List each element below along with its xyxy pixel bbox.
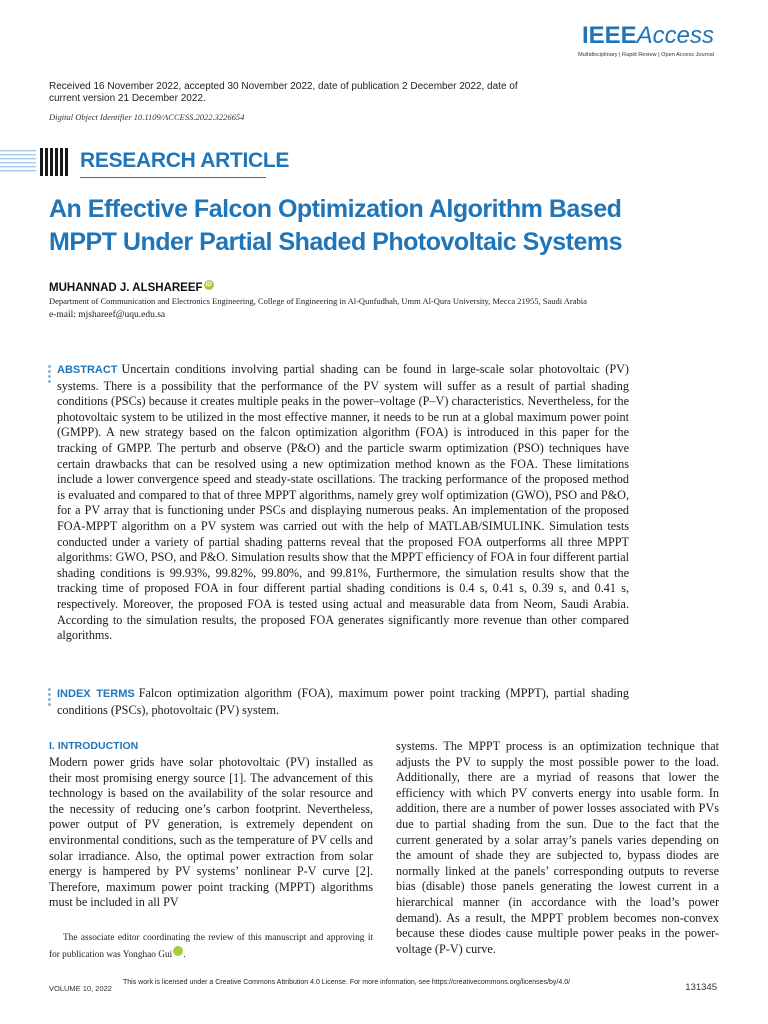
logo-italic-text: Access	[636, 22, 714, 49]
introduction-column-1: Modern power grids have solar photovoltaic (PV) installed as their most promising energy source [1]. The advancement of this technology is based on the availability of the solar resource and the necessity of reducing one’s carbon footprint. Nevertheless, power output of PV generation, is extremely dependent on environmental conditions, such as the temperature of PV cells and solar irradiance. Also, the optimal power extraction from solar energy is hampered by PV systems’ nonlinear P-V curve [2]. Therefore, maximum power point tracking (MPPT) algorithms must be included in all PV	[49, 755, 373, 910]
doi: Digital Object Identifier 10.1109/ACCESS.2022.3226654	[49, 112, 245, 122]
author-name-text: MUHANNAD J. ALSHAREEF	[49, 282, 203, 294]
journal-logo-wordmark	[544, 24, 714, 48]
article-type-underline	[80, 177, 266, 178]
footer-page-number: 131345	[685, 982, 717, 993]
publication-dates: Received 16 November 2022, accepted 30 November 2022, date of publication 2 December 2022, date of current version 21 December 2022.	[49, 81, 518, 104]
section-heading-introduction: I. INTRODUCTION	[49, 740, 139, 752]
editor-footnote-end: .	[183, 950, 186, 960]
journal-tagline: Multidisciplinary | Rapid Review | Open Access Journal	[578, 52, 714, 58]
abstract-dots-icon	[48, 365, 52, 385]
author-email: e-mail: mjshareef@uqu.edu.sa	[49, 310, 166, 320]
journal-logo	[544, 24, 714, 58]
abstract	[57, 362, 629, 644]
article-type-label: RESEARCH ARTICLE	[80, 149, 290, 172]
article-type-stripes-icon	[0, 148, 72, 176]
abstract-heading: ABSTRACT	[57, 364, 118, 376]
orcid-icon[interactable]: iD	[205, 282, 212, 288]
index-terms	[57, 686, 629, 718]
author-affiliation: Department of Communication and Electronics Engineering, College of Engineering in Al-Qunfudhah, Umm Al-Qura University, Mecca 21955, Saudi Arabia	[49, 296, 587, 306]
paper-title: An Effective Falcon Optimization Algorithm Based MPPT Under Partial Shaded Photovoltaic Systems	[49, 195, 622, 256]
index-terms-text: Falcon optimization algorithm (FOA), maximum power point tracking (MPPT), partial shading conditions (PSCs), photovoltaic (PV) system.	[57, 686, 629, 717]
editor-footnote-text: The associate editor coordinating the review of this manuscript and approving it for publication was Yonghao Gui	[49, 933, 373, 960]
author-name	[49, 280, 214, 294]
footer-volume: VOLUME 10, 2022	[49, 984, 112, 993]
index-terms-heading: INDEX TERMS	[57, 688, 135, 700]
introduction-column-2: systems. The MPPT process is an optimization technique that adjusts the PV to supply the most possible power to the load. Additionally, there are a myriad of reasons that lower the efficiency with which PV converts energy into usable form. In addition, there are a number of power losses associated with PVs due to partial shading from the sun. Due to the fact that the current generated by a solar array’s panels varies depending on the amount of shade they are subjected to, bypass diodes are normally linked at the panels’ corresponding outputs to reverse bias (disable) those panels generating the lowest current in a hierarchical manner (in accordance with the load’s power demand). As a result, the MPPT problem becomes non-convex because these diodes cause multiple power peaks in the power- voltage (P-V) curve.	[396, 739, 719, 956]
footer-license[interactable]: This work is licensed under a Creative Commons Attribution 4.0 License. For more information, see https://creativecommons.org/licenses/by/4.0/	[123, 979, 571, 986]
index-terms-dots-icon	[48, 688, 52, 708]
logo-bold-text: IEEE	[581, 22, 637, 49]
editor-orcid-icon[interactable]: iD	[173, 946, 183, 956]
abstract-text: Uncertain conditions involving partial shading can be found in large-scale solar photovoltaic (PV) systems. There is a possibility that the performance of the PV system will suffer as a result of partial shading conditions (PSCs) because it creates multiple peaks in the power–voltage (P–V) characteristics. Nevertheless, for the photovoltaic system to be utilized in the most effective manner, it needs to be run at a global maximum power point (GMPP). A new strategy based on the falcon optimization algorithm (FOA) is introduced in this paper for the tracking of GMPP. The perturb and observe (P&O) and the particle swarm optimization (PSO) techniques have certain drawbacks that can be resolved using a new optimization method known as the FOA. These limitations include a lower convergence speed and steady-state oscillations. The tracking performance of the proposed method is evaluated and compared to that of three MPPT algorithms, namely grey wolf optimization (GWO), PSO and P&O, for a PV array that is functioning under PSCs and displaying numerous peaks. An implementation of the proposed FOA-MPPT algorithm on a PV system was carried out with the help of MATLAB/SIMULINK. Simulation tests conducted under a variety of partial shading patterns reveal that the proposed FOA outperforms all three MPPT algorithms: GWO, PSO, and P&O. Simulation results show that the MPPT efficiency of FOA in four different partial shading conditions is 99.93%, 99.82%, 99.80%, and 99.81%, Furthermore, the simulation results show that the tracking time of proposed FOA in four different partial shading conditions is 0.4 s, 0.41 s, 0.39 s, and 0.41 s, respectively. Moreover, the proposed FOA is tested using actual and measurable data from Neom, Saudi Arabia. According to the simulation results, the proposed FOA generates significantly more revenue than other compared algorithms.	[57, 362, 629, 643]
editor-footnote	[49, 930, 373, 963]
